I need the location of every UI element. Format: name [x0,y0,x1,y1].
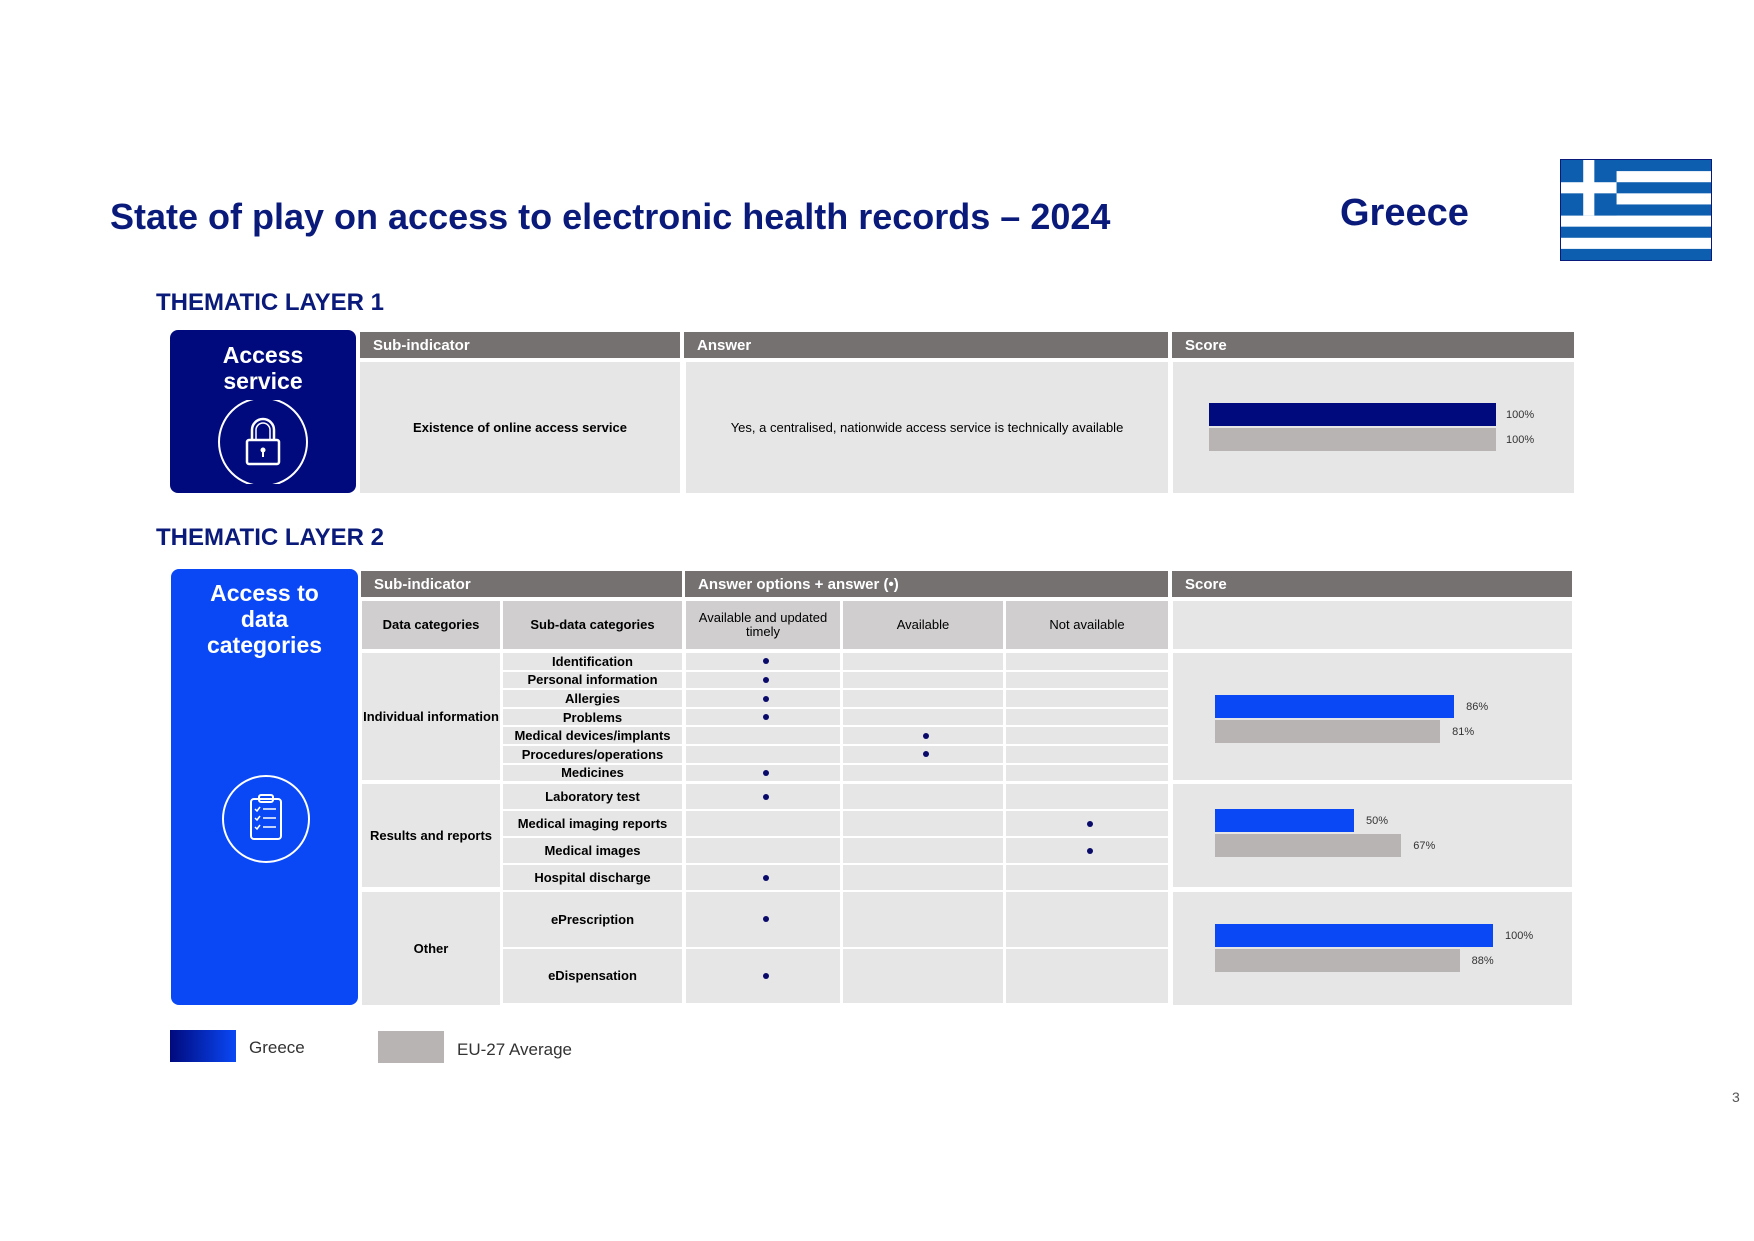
answer-cell-available [843,690,1003,707]
group-eu-bar [1215,834,1401,857]
page-number: 3 [1732,1089,1740,1105]
answer-cell-updated [686,746,840,763]
answer-cell-available [843,838,1003,863]
sub-data-category: eDispensation [503,949,682,1004]
answer-cell-available [843,653,1003,670]
answer-dot [763,794,769,800]
group-eu-label: 67% [1413,840,1436,852]
subheader-score-blank [1173,601,1572,649]
group-name: Other [362,892,500,1005]
answer-cell-not-available [1006,727,1168,744]
subheader-data-categories: Data categories [362,601,500,649]
sub-data-category: Personal information [503,672,682,689]
answer-dot [763,677,769,683]
group-name: Individual information [362,653,500,780]
group-eu-bar [1215,949,1460,972]
answer-cell-not-available [1006,949,1168,1004]
answer-cell-not-available [1006,709,1168,726]
layer2-header-score: Score [1172,571,1572,597]
layer1-answer: Yes, a centralised, nationwide access service is technically available [686,362,1168,493]
answer-cell-not-available [1006,784,1168,809]
layer1-greece-label: 100% [1506,409,1535,421]
sub-data-category: Laboratory test [503,784,682,809]
group-name: Results and reports [362,784,500,887]
layer1-eu-label: 100% [1506,434,1535,446]
sub-data-category: Medical images [503,838,682,863]
layer2-title: THEMATIC LAYER 2 [156,524,385,551]
layer1-header-answer: Answer [684,332,1168,358]
clipboard-checklist-icon [220,775,312,863]
answer-cell-available [843,949,1003,1004]
answer-cell-updated [686,811,840,836]
sub-data-category: Procedures/operations [503,746,682,763]
group-greece-bar [1215,924,1493,947]
answer-cell-not-available [1006,746,1168,763]
access-service-box [170,330,356,493]
answer-cell-available [843,784,1003,809]
answer-dot [1087,821,1093,827]
layer1-sub-indicator: Existence of online access service [360,362,680,493]
answer-cell-not-available [1006,690,1168,707]
answer-cell-updated [686,838,840,863]
answer-cell-available [843,709,1003,726]
layer2-header-answer: Answer options + answer (•) [685,571,1168,597]
layer1-greece-bar [1209,403,1496,426]
sub-data-category: Problems [503,709,682,726]
legend-eu-label: EU-27 Average [457,1040,572,1059]
answer-cell-available [843,765,1003,782]
subheader-option-updated-timely: Available and updated timely [686,601,840,649]
answer-dot [763,770,769,776]
greece-flag-icon [1560,159,1712,261]
answer-dot [923,733,929,739]
answer-cell-not-available [1006,672,1168,689]
answer-cell-not-available [1006,892,1168,947]
group-greece-label: 86% [1466,701,1489,713]
answer-cell-available [843,811,1003,836]
subheader-option-available: Available [843,601,1003,649]
layer1-title: THEMATIC LAYER 1 [156,289,385,316]
group-greece-bar [1215,695,1454,718]
sub-data-category: Hospital discharge [503,865,682,890]
answer-cell-not-available [1006,653,1168,670]
answer-dot [763,875,769,881]
group-eu-label: 81% [1452,726,1475,738]
answer-dot [763,973,769,979]
answer-cell-available [843,672,1003,689]
answer-cell-available [843,892,1003,947]
sub-data-category: Allergies [503,690,682,707]
sub-data-category: Medical imaging reports [503,811,682,836]
layer1-header-sub-indicator: Sub-indicator [360,332,680,358]
answer-cell-not-available [1006,865,1168,890]
answer-cell-updated [686,727,840,744]
country-name: Greece [1340,192,1469,234]
answer-dot [763,696,769,702]
group-greece-bar [1215,809,1354,832]
layer2-header-sub-indicator: Sub-indicator [361,571,682,597]
legend-greece-swatch [170,1030,236,1062]
answer-dot [1087,848,1093,854]
subheader-sub-data-categories: Sub-data categories [503,601,682,649]
legend-eu-swatch [378,1031,444,1063]
sub-data-category: ePrescription [503,892,682,947]
group-eu-bar [1215,720,1440,743]
layer1-header-score: Score [1172,332,1574,358]
data-categories-label: Access to data categories [206,580,323,658]
legend-greece-label: Greece [249,1038,305,1057]
access-service-label: Access service [222,342,304,394]
page-title: State of play on access to electronic health records – 2024 [110,196,1111,237]
answer-cell-not-available [1006,765,1168,782]
sub-data-category: Medical devices/implants [503,727,682,744]
group-eu-label: 88% [1471,955,1494,967]
group-greece-label: 50% [1366,815,1389,827]
group-greece-label: 100% [1505,930,1534,942]
padlock-icon [217,400,309,484]
sub-data-category: Medicines [503,765,682,782]
subheader-option-not-available: Not available [1006,601,1168,649]
answer-cell-available [843,865,1003,890]
data-categories-box [171,569,358,1005]
layer1-eu-bar [1209,428,1496,451]
sub-data-category: Identification [503,653,682,670]
